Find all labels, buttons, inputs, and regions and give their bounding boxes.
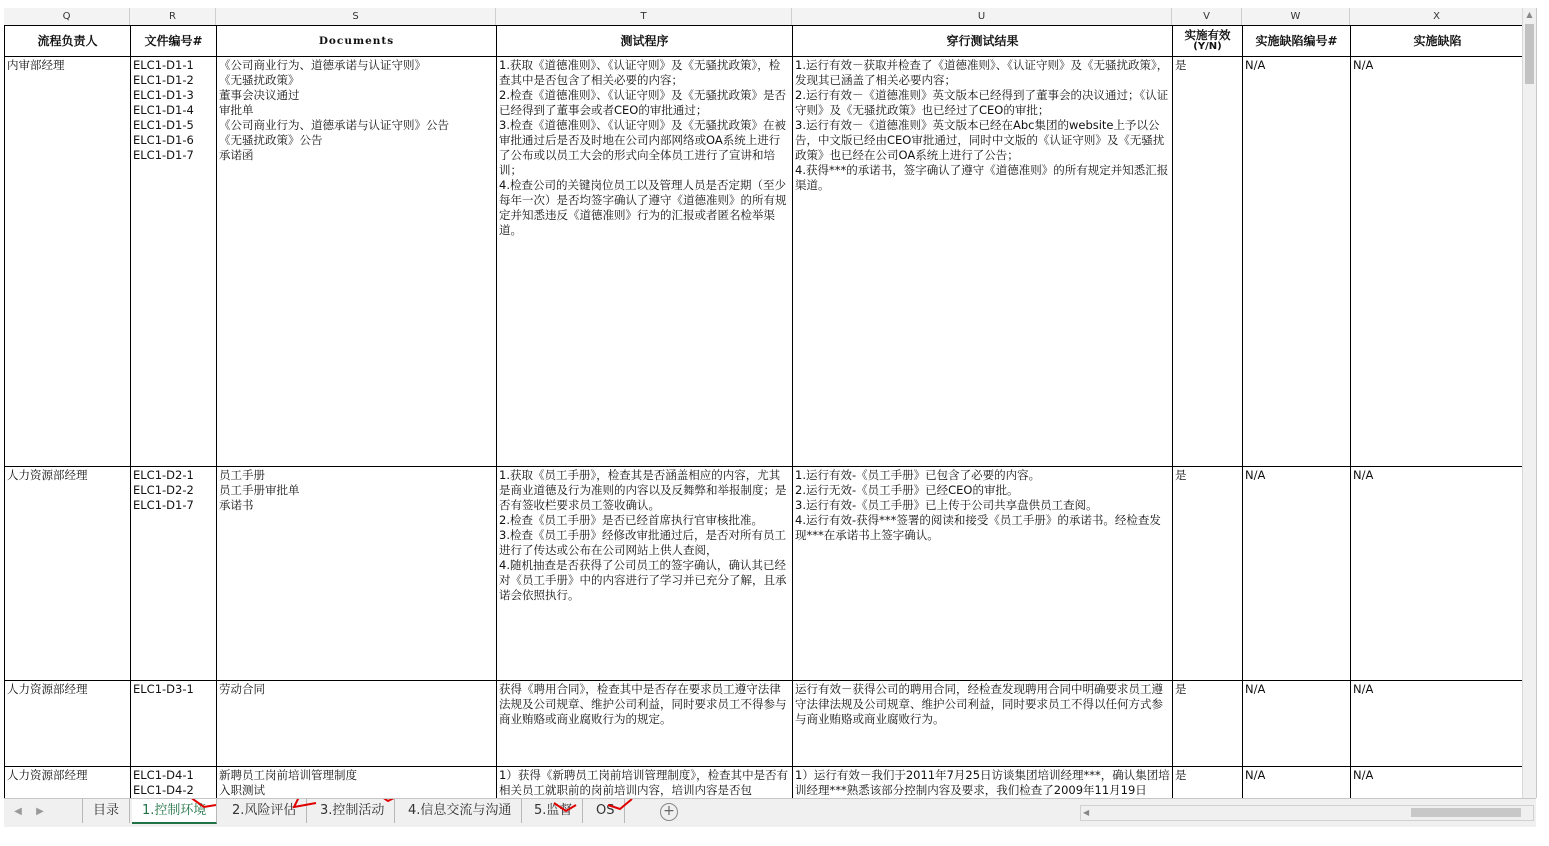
file-no-text: ELC1-D4-1: [133, 768, 194, 782]
effective-text: 是: [1175, 682, 1187, 696]
cell-defect[interactable]: [1351, 467, 1525, 681]
column-letter[interactable]: V: [1172, 8, 1242, 25]
file-no-text: ELC1-D1-7: [133, 148, 194, 162]
file-no-text: ELC1-D1-4: [133, 103, 194, 117]
file-no-text: ELC1-D2-1: [133, 468, 194, 482]
cell-walkthrough-result[interactable]: [793, 467, 1173, 681]
cell-documents[interactable]: [217, 57, 497, 467]
scrollbar-thumb[interactable]: [1525, 24, 1534, 84]
effective-text: 是: [1175, 768, 1187, 782]
owner-text: 人力资源部经理: [7, 682, 88, 696]
cell-test-procedure[interactable]: [497, 467, 793, 681]
document-text: 《公司商业行为、道德承诺与认证守则》公告: [219, 118, 449, 132]
column-letter[interactable]: S: [216, 8, 496, 25]
document-text: 《无骚扰政策》: [219, 73, 300, 87]
header-row: [5, 26, 1525, 57]
tab-monitoring[interactable]: 5.监督: [524, 799, 583, 823]
header-walkthrough-result[interactable]: 穿行测试结果: [793, 26, 1173, 57]
cell-walkthrough-result[interactable]: [793, 681, 1173, 767]
header-test-procedure[interactable]: 测试程序: [497, 26, 793, 57]
result-text: 1.运行有效-《员工手册》已包含了必要的内容。 2.运行无效-《员工手册》已经CEO的审批。 3.运行有效-《员工手册》已上传于公司共享盘供员工查阅。 4.运行有效-获得***签署的阅读和接受《员工手册》的承诺书。经检查发现***在承诺书上签字确认。: [795, 468, 1161, 542]
tab-information-communication[interactable]: 4.信息交流与沟通: [398, 799, 522, 823]
document-text: 员工手册: [219, 468, 265, 482]
column-letter[interactable]: R: [130, 8, 216, 25]
header-effective[interactable]: [1173, 26, 1243, 57]
cell-effective[interactable]: [1173, 681, 1243, 767]
cell-test-procedure[interactable]: [497, 57, 793, 467]
owner-text: 人力资源部经理: [7, 468, 88, 482]
cell-defect-no[interactable]: [1243, 467, 1351, 681]
effective-text: 是: [1175, 58, 1187, 72]
table-row: [5, 467, 1525, 681]
tab-os[interactable]: OS: [586, 799, 625, 823]
header-documents[interactable]: Documents: [217, 26, 497, 57]
horizontal-scrollbar[interactable]: [1080, 805, 1534, 821]
document-text: 审批单: [219, 103, 254, 117]
column-letter[interactable]: T: [496, 8, 792, 25]
table-row: [5, 681, 1525, 767]
header-file-no[interactable]: 文件编号#: [131, 26, 217, 57]
document-text: 承诺函: [219, 148, 254, 162]
defect-no-text: N/A: [1245, 682, 1266, 696]
cell-documents[interactable]: [217, 681, 497, 767]
document-text: 《公司商业行为、道德承诺与认证守则》: [219, 58, 426, 72]
cell-documents[interactable]: [217, 467, 497, 681]
procedure-text: 1）获得《新聘员工岗前培训管理制度》，检查其中是否有相关员工就职前的岗前培训内容，培训内容是否包: [499, 768, 789, 797]
cell-file-no[interactable]: [131, 681, 217, 767]
defect-text: N/A: [1353, 768, 1374, 782]
procedure-text: 1.获取《道德准则》、《认证守则》及《无骚扰政策》，检查其中是否包含了相关必要的内容； 2.检查《道德准则》、《认证守则》及《无骚扰政策》是否已经得到了董事会或者CEO的审批通过； 3.检查《道德准则》、《认证守则》及《无骚扰政策》在被审批通过后是否及时地在公司内部网络或OA系统上进行了公布或以员工大会的形式向全体员工进行了宣讲和培训； 4.检查公司的关键岗位员工以及管理人员是否定期（至少每年一次）是否均签字确认了遵守《道德准则》的所有规定并知悉违反《道德准则》行为的汇报或者匿名检举渠道。: [499, 58, 787, 237]
defect-text: N/A: [1353, 682, 1374, 696]
defect-no-text: N/A: [1245, 58, 1266, 72]
defect-text: N/A: [1353, 58, 1374, 72]
result-text: 1）运行有效－我们于2011年7月25日访谈集团培训经理***，确认集团培训经理***熟悉该部分控制内容及要求，我们检查了2009年11月19日: [795, 768, 1170, 797]
cell-file-no[interactable]: [131, 467, 217, 681]
cell-test-procedure[interactable]: [497, 681, 793, 767]
cell-walkthrough-result[interactable]: [793, 57, 1173, 467]
scroll-tabs-right-icon[interactable]: ▶: [36, 806, 44, 817]
file-no-text: ELC1-D3-1: [133, 682, 194, 696]
cell-owner[interactable]: [5, 57, 131, 467]
column-letter[interactable]: U: [792, 8, 1172, 25]
file-no-text: ELC1-D4-2: [133, 783, 194, 797]
document-text: 《无骚扰政策》公告: [219, 133, 323, 147]
tab-control-environment[interactable]: 1.控制环境: [132, 799, 217, 824]
spreadsheet-area: [4, 8, 1537, 798]
cell-defect-no[interactable]: [1243, 681, 1351, 767]
cell-owner[interactable]: [5, 467, 131, 681]
file-no-text: ELC1-D1-5: [133, 118, 194, 132]
file-no-text: ELC1-D1-1: [133, 58, 194, 72]
file-no-text: ELC1-D1-6: [133, 133, 194, 147]
file-no-text: ELC1-D1-3: [133, 88, 194, 102]
document-text: 劳动合同: [219, 682, 265, 696]
add-sheet-icon[interactable]: +: [660, 803, 678, 821]
data-grid: [4, 25, 1525, 807]
table-row: [5, 57, 1525, 467]
column-letter[interactable]: X: [1350, 8, 1524, 25]
document-text: 员工手册审批单: [219, 483, 300, 497]
file-no-text: ELC1-D1-2: [133, 73, 194, 87]
header-effective-line2: (Y/N): [1193, 41, 1222, 52]
cell-effective[interactable]: [1173, 467, 1243, 681]
cell-owner[interactable]: [5, 681, 131, 767]
procedure-text: 获得《聘用合同》，检查其中是否存在要求员工遵守法律法规及公司规章、维护公司利益，同时要求员工不得参与商业贿赂或商业腐败行为的规定。: [499, 682, 787, 726]
document-text: 承诺书: [219, 498, 254, 512]
column-letter[interactable]: W: [1242, 8, 1350, 25]
scroll-up-icon[interactable]: ▲: [1526, 10, 1533, 19]
header-owner[interactable]: 流程负责人: [5, 26, 131, 57]
file-no-text: ELC1-D2-2: [133, 483, 194, 497]
horizontal-scrollbar-thumb[interactable]: [1411, 808, 1521, 817]
document-text: 入职测试: [219, 783, 265, 797]
defect-no-text: N/A: [1245, 768, 1266, 782]
owner-text: 内审部经理: [7, 58, 65, 72]
cell-file-no[interactable]: [131, 57, 217, 467]
cell-effective[interactable]: [1173, 57, 1243, 467]
owner-text: 人力资源部经理: [7, 768, 88, 782]
result-text: 1.运行有效－获取并检查了《道德准则》、《认证守则》及《无骚扰政策》，发现其已涵盖了相关必要内容； 2.运行有效－《道德准则》英文版本已经得到了董事会的决议通过；《认证守则》及《无骚扰政策》也已经过了CEO的审批； 3.运行有效－《道德准则》英文版本已经在Abc集团的website上予以公告，中文版已经由CEO审批通过，同时中文版的《认证守则》及《无骚扰政策》也已经在公司OA系统上进行了公告； 4.获得***的承诺书，签字确认了遵守《道德准则》的所有规定并知悉汇报渠道。: [795, 58, 1169, 192]
tab-toc[interactable]: 目录: [82, 799, 130, 823]
file-no-text: ELC1-D1-7: [133, 498, 194, 512]
header-defect-no[interactable]: 实施缺陷编号#: [1243, 26, 1351, 57]
effective-text: 是: [1175, 468, 1187, 482]
document-text: 新聘员工岗前培训管理制度: [219, 768, 357, 782]
result-text: 运行有效－获得公司的聘用合同，经检查发现聘用合同中明确要求员工遵守法律法规及公司规章、维护公司利益，同时要求员工不得以任何方式参与商业贿赂或商业腐败行为。: [795, 682, 1163, 726]
cell-defect[interactable]: [1351, 57, 1525, 467]
defect-no-text: N/A: [1245, 468, 1266, 482]
cell-defect[interactable]: [1351, 681, 1525, 767]
header-effective-line1: 实施有效: [1184, 28, 1231, 42]
document-text: 董事会决议通过: [219, 88, 300, 102]
vertical-scrollbar[interactable]: [1522, 8, 1536, 798]
column-header-bar: [4, 8, 1536, 26]
scroll-tabs-left-icon[interactable]: ◀: [14, 806, 22, 817]
defect-text: N/A: [1353, 468, 1374, 482]
tab-control-activities[interactable]: 3.控制活动: [310, 799, 395, 823]
header-defect[interactable]: 实施缺陷: [1351, 26, 1525, 57]
cell-defect-no[interactable]: [1243, 57, 1351, 467]
column-letter[interactable]: Q: [4, 8, 130, 25]
procedure-text: 1.获取《员工手册》，检查其是否涵盖相应的内容，尤其是商业道德及行为准则的内容以及反舞弊和举报制度；是否有签收栏要求员工签收确认。 2.检查《员工手册》是否已经首席执行官审核批准。 3.检查《员工手册》经修改审批通过后，是否对所有员工进行了传达或公布在公司网站上供人查阅， 4.随机抽查是否获得了公司员工的签字确认，确认其已经对《员工手册》中的内容进行了学习并已充分了解，且承诺会依照执行。: [499, 468, 787, 602]
tab-risk-assessment[interactable]: 2.风险评估: [222, 799, 307, 823]
scroll-left-icon[interactable]: ◀: [1083, 808, 1090, 817]
sheet-tab-bar: [4, 798, 1536, 827]
